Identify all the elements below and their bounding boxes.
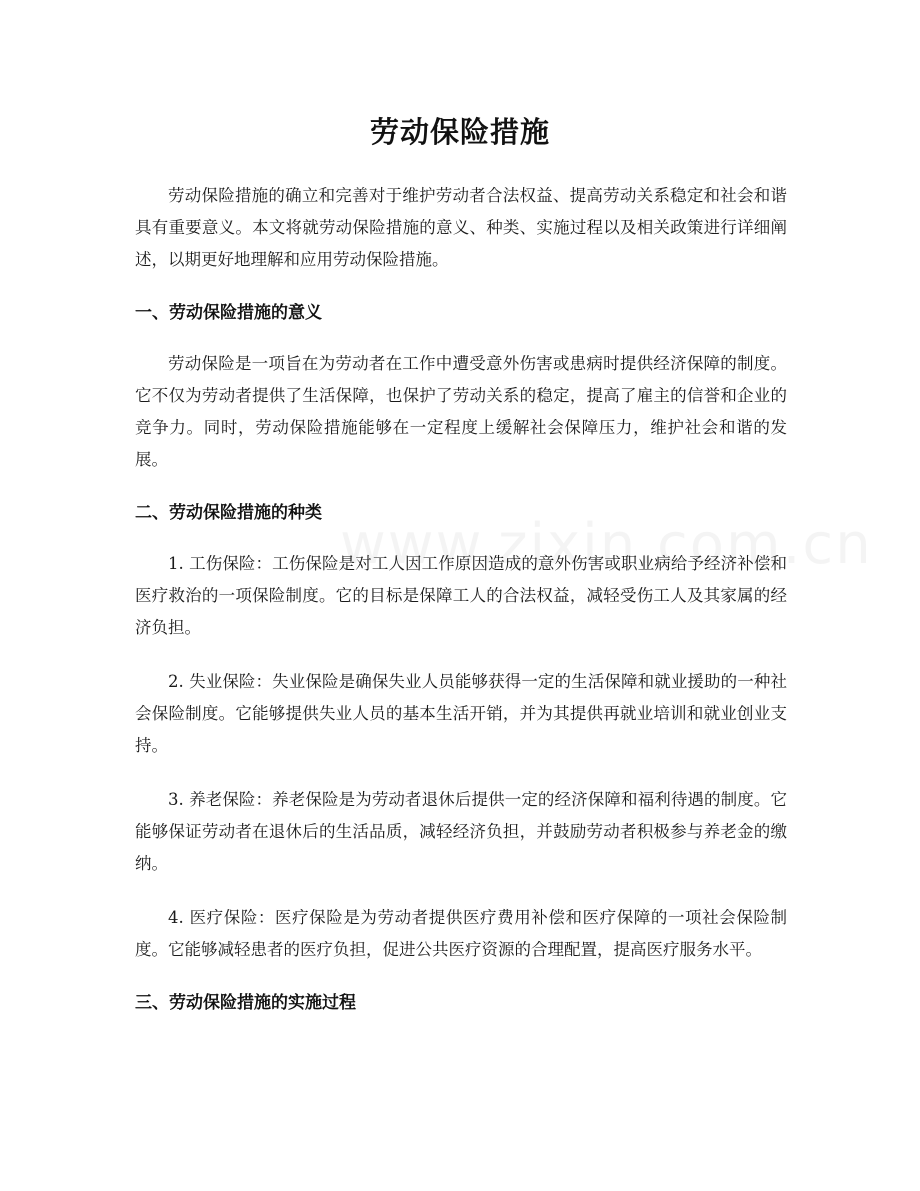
list-item-work-injury: 1. 工伤保险：工伤保险是对工人因工作原因造成的意外伤害或职业病给予经济补偿和医疗救治的一项保险制度。它的目标是保障工人的合法权益，减轻受伤工人及其家属的经济负担。 [135,554,787,637]
list-item-medical: 4. 医疗保险：医疗保险是为劳动者提供医疗费用补偿和医疗保障的一项社会保险制度。它能够减轻患者的医疗负担，促进公共医疗资源的合理配置，提高医疗服务水平。 [135,908,787,959]
document-body [135,180,787,1038]
significance-paragraph: 劳动保险是一项旨在为劳动者在工作中遭受意外伤害或患病时提供经济保障的制度。它不仅为劳动者提供了生活保障，也保护了劳动关系的稳定，提高了雇主的信誉和企业的竞争力。同时，劳动保险措施能够在一定程度上缓解社会保障压力，维护社会和谐的发展。 [135,354,787,469]
section-heading-types: 二、劳动保险措施的种类 [135,503,322,523]
intro-paragraph: 劳动保险措施的确立和完善对于维护劳动者合法权益、提高劳动关系稳定和社会和谐具有重要意义。本文将就劳动保险措施的意义、种类、实施过程以及相关政策进行详细阐述，以期更好地理解和应用劳动保险措施。 [135,186,787,269]
list-item-unemployment: 2. 失业保险：失业保险是确保失业人员能够获得一定的生活保障和就业援助的一种社会保险制度。它能够提供失业人员的基本生活开销，并为其提供再就业培训和就业创业支持。 [135,672,787,755]
list-item-pension: 3. 养老保险：养老保险是为劳动者退休后提供一定的经济保障和福利待遇的制度。它能够保证劳动者在退休后的生活品质，减轻经济负担，并鼓励劳动者积极参与养老金的缴纳。 [135,790,787,873]
section-heading-implementation: 三、劳动保险措施的实施过程 [135,993,356,1013]
section-heading-significance: 一、劳动保险措施的意义 [135,303,322,323]
document-title: 劳动保险措施 [369,115,550,149]
